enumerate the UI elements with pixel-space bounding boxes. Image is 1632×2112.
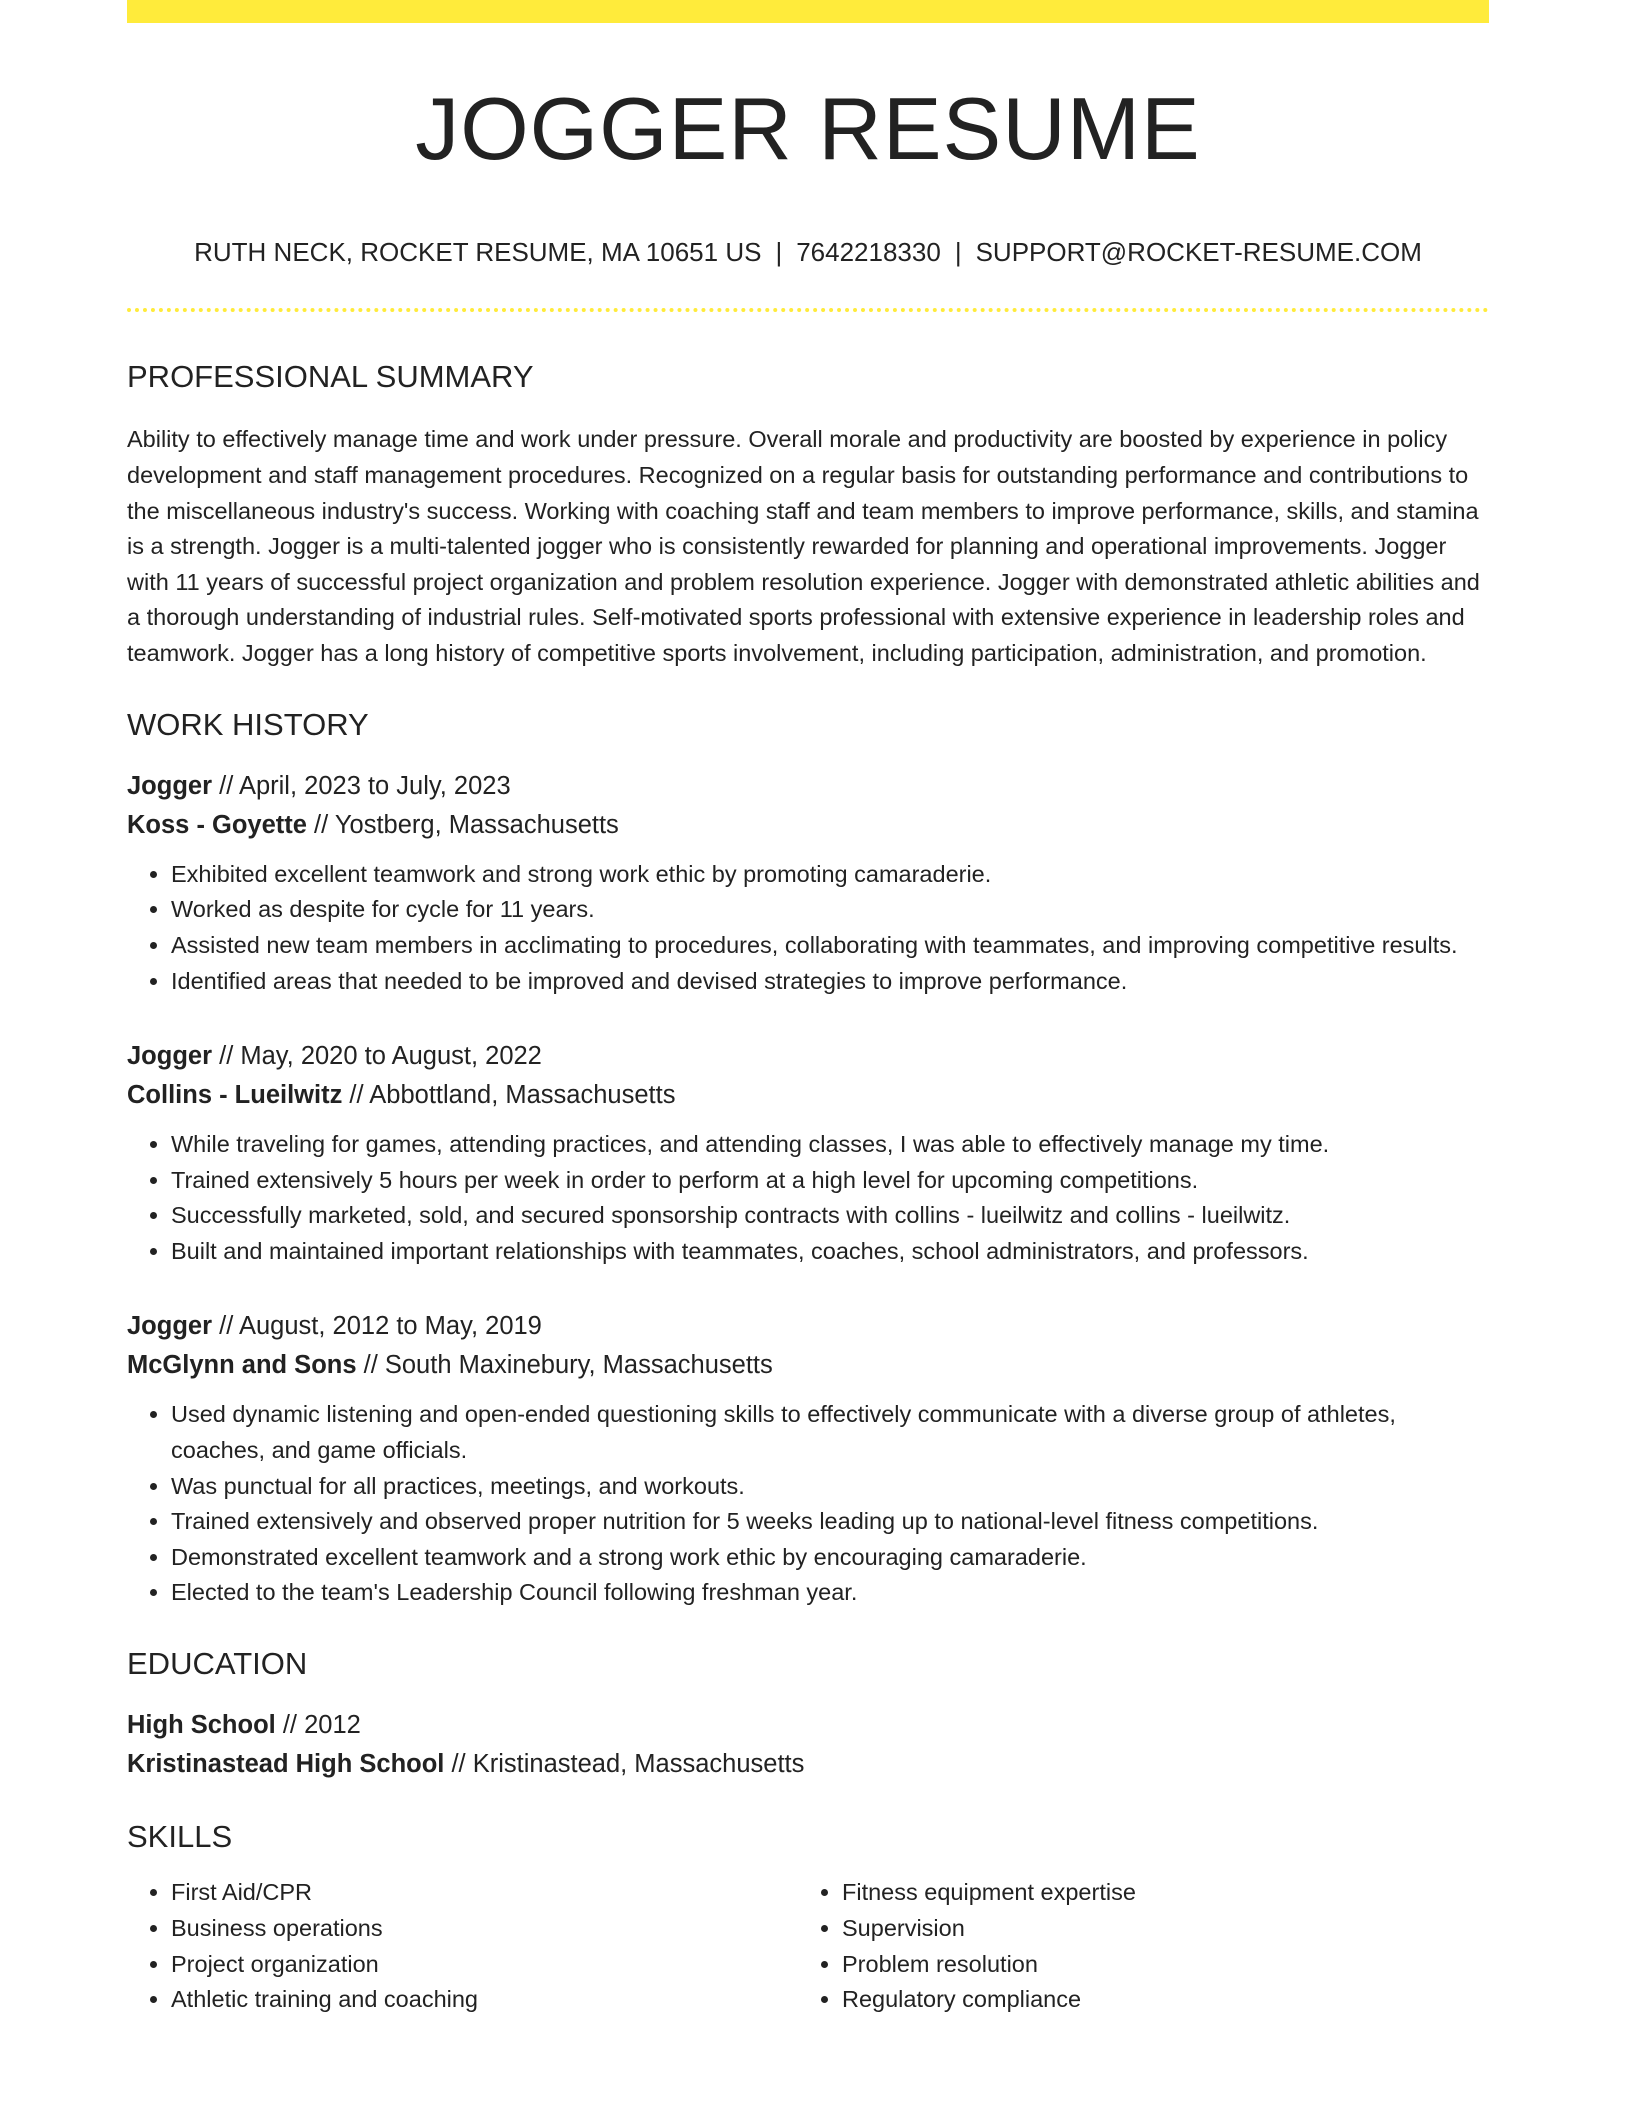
education-degree: High School	[127, 1711, 276, 1740]
job-title: Jogger	[127, 1042, 213, 1071]
education-location: // Kristinastead, Massachusetts	[444, 1750, 805, 1779]
skill-item: • Regulatory compliance	[842, 1982, 1469, 2018]
contact-separator: |	[954, 237, 962, 267]
skills-column-right	[798, 1875, 1469, 2017]
job-title-line	[127, 1037, 1489, 1076]
dotted-divider	[127, 308, 1489, 312]
education-entry	[127, 1706, 1489, 1784]
education-school: Kristinastead High School	[127, 1750, 445, 1779]
section-heading-summary: PROFESSIONAL SUMMARY	[127, 359, 534, 395]
skill-item: • Problem resolution	[842, 1947, 1469, 1983]
job-location: // Yostberg, Massachusetts	[306, 810, 619, 839]
education-school-line	[127, 1745, 1489, 1784]
contact-phone: 7642218330	[796, 237, 941, 267]
job-location: // South Maxinebury, Massachusetts	[356, 1351, 773, 1380]
job-title: Jogger	[127, 771, 213, 800]
job-location: // Abbottland, Massachusetts	[342, 1081, 676, 1110]
job-bullet: • Built and maintained important relationships with teammates, coaches, school administrators, and professors.	[171, 1234, 1489, 1270]
job-entry	[127, 1037, 1489, 1269]
job-company-line	[127, 806, 1489, 845]
job-dates: // May, 2020 to August, 2022	[212, 1042, 542, 1071]
job-bullet: • Successfully marketed, sold, and secured sponsorship contracts with collins - lueilwitz and collins - lueilwitz.	[171, 1198, 1489, 1234]
job-bullet: • Identified areas that needed to be improved and devised strategies to improve performance.	[171, 964, 1489, 1000]
resume-title: JOGGER RESUME	[415, 79, 1201, 178]
job-entry	[127, 1307, 1489, 1611]
education-year: // 2012	[275, 1711, 361, 1740]
job-bullet: • Used dynamic listening and open-ended questioning skills to effectively communicate with a diverse group of athletes, coaches, and game officials.	[171, 1397, 1489, 1468]
skill-item: • Supervision	[842, 1911, 1469, 1947]
skill-item: • Business operations	[171, 1911, 798, 1947]
job-bullet: • Trained extensively and observed proper nutrition for 5 weeks leading up to national-level fitness competitions.	[171, 1504, 1489, 1540]
contact-line	[127, 237, 1489, 268]
job-bullet: • Demonstrated excellent teamwork and a strong work ethic by encouraging camaraderie.	[171, 1540, 1489, 1576]
job-company: McGlynn and Sons	[127, 1351, 357, 1380]
job-company-line	[127, 1346, 1489, 1385]
section-heading-work: WORK HISTORY	[127, 706, 369, 742]
contact-separator: |	[775, 237, 783, 267]
education-degree-line	[127, 1706, 1489, 1745]
skills-list	[127, 1875, 1489, 2017]
job-bullets	[127, 1397, 1489, 1611]
job-company: Koss - Goyette	[127, 810, 307, 839]
job-bullet: • Trained extensively 5 hours per week in order to perform at a high level for upcoming competitions.	[171, 1163, 1489, 1199]
summary-text: Ability to effectively manage time and work under pressure. Overall morale and productivity are boosted by experience in policy development and staff management procedures. Recognized on a regular basis for outstanding performance and contributions to the miscellaneous industry's success. Working with coaching staff and team members to improve performance, skills, and stamina is a strength. Jogger is a multi-talented jogger who is consistently rewarded for planning and operational improvements. Jogger with 11 years of successful project organization and problem resolution experience. Jogger with demonstrated athletic abilities and a thorough understanding of industrial rules. Self-motivated sports professional with extensive experience in leadership roles and teamwork. Jogger has a long history of competitive sports involvement, including participation, administration, and promotion.	[127, 426, 1480, 666]
job-company-line	[127, 1076, 1489, 1115]
job-bullet: • Was punctual for all practices, meetings, and workouts.	[171, 1469, 1489, 1505]
skill-item: • Project organization	[171, 1947, 798, 1983]
job-bullet: • Worked as despite for cycle for 11 years.	[171, 892, 1489, 928]
job-bullet: • Assisted new team members in acclimating to procedures, collaborating with teammates, and improving competitive results.	[171, 928, 1489, 964]
job-company: Collins - Lueilwitz	[127, 1081, 343, 1110]
section-heading-skills: SKILLS	[127, 1819, 233, 1855]
skill-item: • First Aid/CPR	[171, 1875, 798, 1911]
job-bullet: • Exhibited excellent teamwork and strong work ethic by promoting camaraderie.	[171, 857, 1489, 893]
contact-address: RUTH NECK, ROCKET RESUME, MA 10651 US	[194, 237, 762, 267]
skills-column-left	[127, 1875, 798, 2017]
job-title-line	[127, 767, 1489, 806]
job-bullets	[127, 857, 1489, 999]
job-bullets	[127, 1127, 1489, 1269]
skill-item: • Athletic training and coaching	[171, 1982, 798, 2018]
top-accent-bar	[127, 0, 1489, 23]
section-heading-education: EDUCATION	[127, 1646, 308, 1682]
job-bullet: • Elected to the team's Leadership Council following freshman year.	[171, 1575, 1489, 1611]
job-title-line	[127, 1307, 1489, 1346]
contact-email: SUPPORT@ROCKET-RESUME.COM	[975, 237, 1422, 267]
job-dates: // August, 2012 to May, 2019	[212, 1312, 542, 1341]
job-entry	[127, 767, 1489, 999]
resume-page	[127, 0, 1489, 2018]
job-title: Jogger	[127, 1312, 213, 1341]
job-bullet: • While traveling for games, attending practices, and attending classes, I was able to effectively manage my time.	[171, 1127, 1489, 1163]
job-dates: // April, 2023 to July, 2023	[212, 771, 511, 800]
skill-item: • Fitness equipment expertise	[842, 1875, 1469, 1911]
